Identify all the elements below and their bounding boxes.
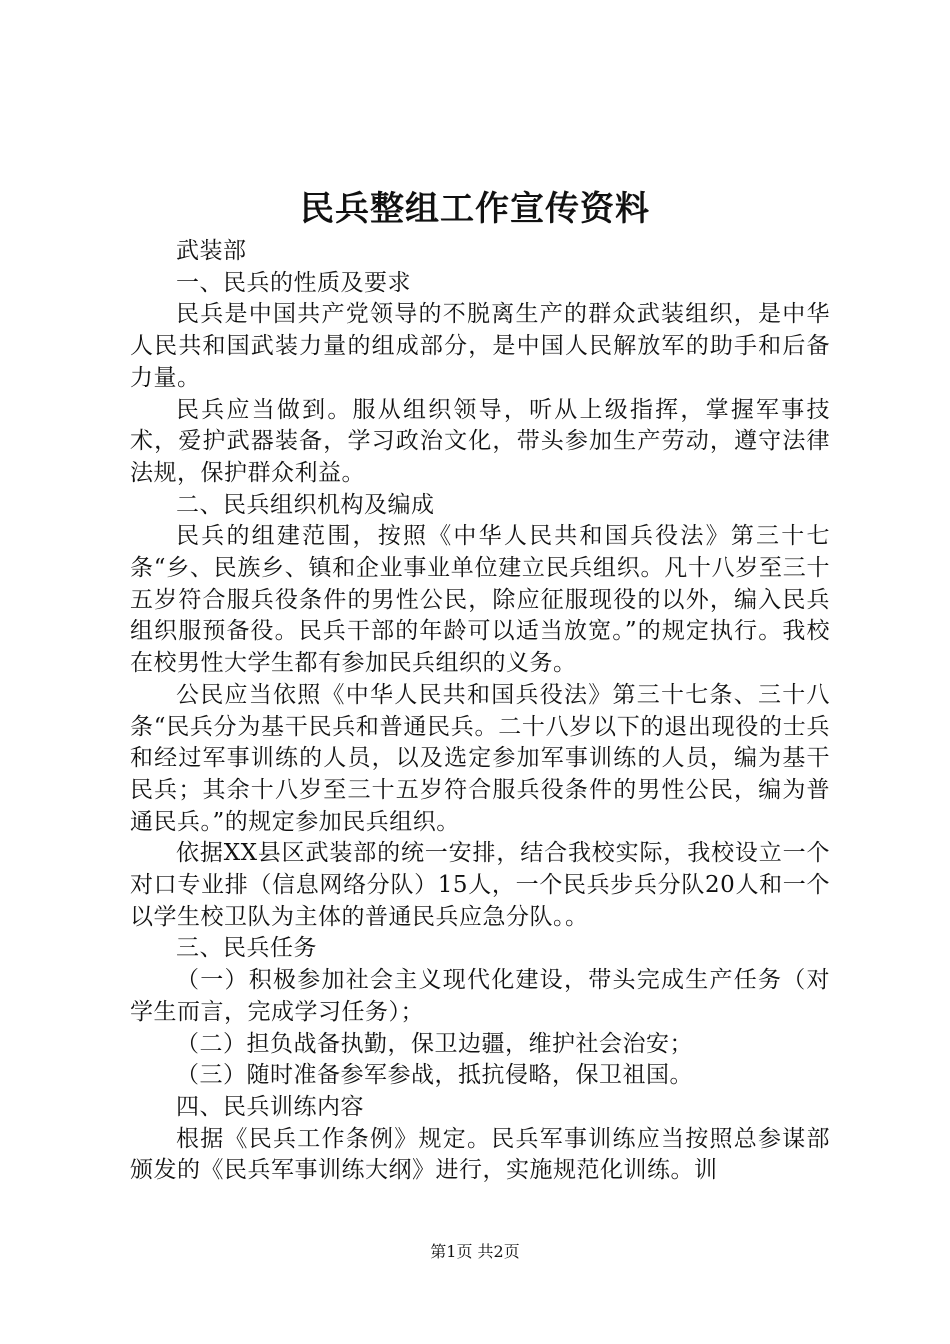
section-heading-2: 二、民兵组织机构及编成: [176, 491, 435, 518]
section-heading-1: 一、民兵的性质及要求: [176, 269, 411, 296]
body-paragraph: 根据《民兵工作条例》规定。民兵军事训练应当按照总参谋部颁发的《民兵军事训练大纲》进行，实施规范化训练。训: [130, 1125, 830, 1184]
page-footer: 第1页 共2页: [430, 1242, 520, 1261]
task-item-3: （三）随时准备参军参战，抵抗侵略，保卫祖国。: [176, 1062, 693, 1089]
body-paragraph: 公民应当依照《中华人民共和国兵役法》第三十七条、三十八条“民兵分为基干民兵和普通民兵。二十八岁以下的退出现役的士兵和经过军事训练的人员，以及选定参加军事训练的人员，编为基干民兵；其余十八岁至三十五岁符合服兵役条件的男性公民，编为普通民兵。”的规定参加民兵组织。: [130, 681, 830, 835]
task-item-2: （二）担负战备执勤，保卫边疆，维护社会治安；: [176, 1030, 693, 1057]
task-item-1: （一）积极参加社会主义现代化建设，带头完成生产任务（对学生而言，完成学习任务）；: [130, 967, 830, 1025]
document-body: [130, 236, 830, 1187]
body-paragraph: 民兵的组建范围，按照《中华人民共和国兵役法》第三十七条“乡、民族乡、镇和企业事业单位建立民兵组织。凡十八岁至三十五岁符合服兵役条件的男性公民，除应征服现役的以外，编入民兵组织服预备役。民兵干部的年龄可以适当放宽。”的规定执行。我校在校男性大学生都有参加民兵组织的义务。: [130, 523, 830, 677]
body-paragraph: 民兵应当做到。服从组织领导，听从上级指挥，掌握军事技术，爱护武器装备，学习政治文化，带头参加生产劳动，遵守法律法规，保护群众利益。: [130, 396, 830, 486]
section-heading-3: 三、民兵任务: [176, 935, 317, 962]
section-heading-4: 四、民兵训练内容: [176, 1093, 364, 1120]
body-paragraph: 民兵是中国共产党领导的不脱离生产的群众武装组织，是中华人民共和国武装力量的组成部分，是中国人民解放军的助手和后备力量。: [130, 301, 830, 391]
body-paragraph: 依据XX县区武装部的统一安排，结合我校实际，我校设立一个对口专业排（信息网络分队）15人，一个民兵步兵分队20人和一个以学生校卫队为主体的普通民兵应急分队。。: [130, 840, 830, 930]
document-title: 民兵整组工作宣传资料: [300, 189, 650, 229]
department-line: 武装部: [176, 238, 247, 264]
